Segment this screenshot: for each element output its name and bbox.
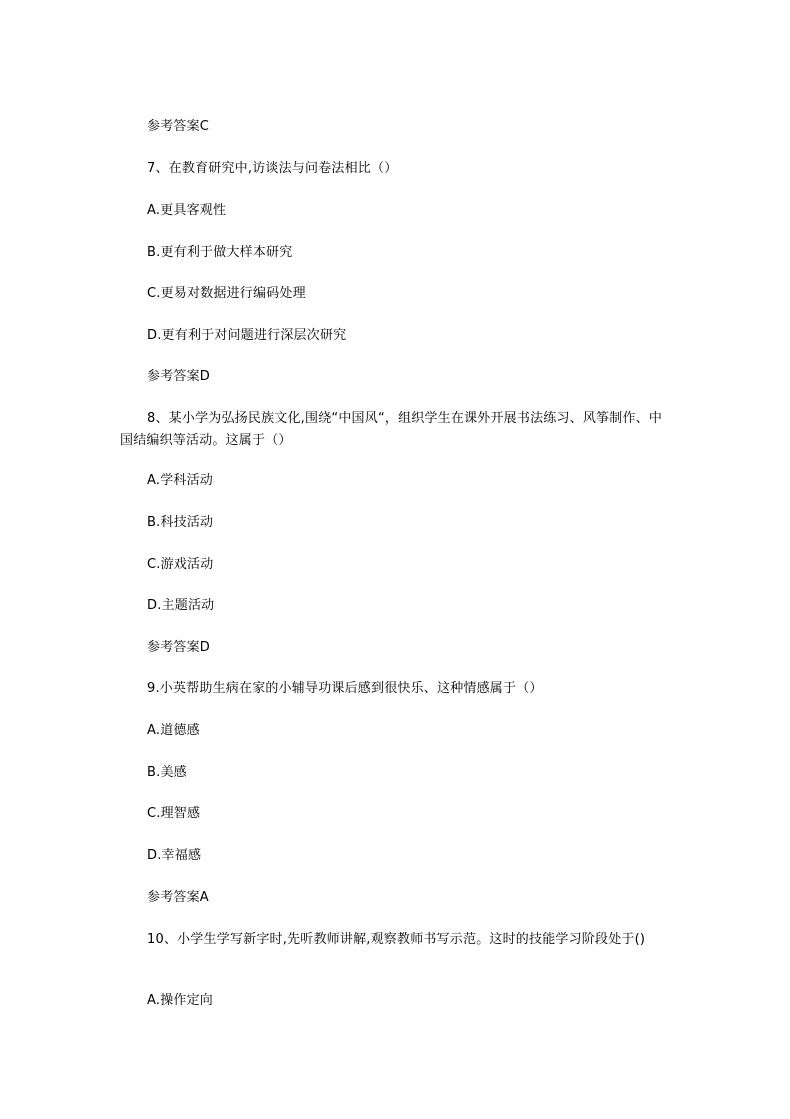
- question-7: 7、在教育研究中,访谈法与问卷法相比（）: [147, 161, 398, 176]
- option-d: D.更有利于对问题进行深层次研究: [147, 328, 347, 343]
- option-a: A.学科活动: [147, 473, 213, 488]
- option-b: B.科技活动: [147, 515, 214, 530]
- option-d: D.幸福感: [147, 848, 202, 863]
- option-b: B.更有利于做大样本研究: [147, 245, 293, 260]
- option-c: C.理智感: [147, 806, 201, 821]
- option-c: C.更易对数据进行编码处理: [147, 286, 306, 301]
- option-a: A.操作定向: [147, 993, 213, 1008]
- option-c: C.游戏活动: [147, 557, 214, 572]
- option-a: A.道德感: [147, 723, 200, 738]
- answer-line: 参考答案A: [147, 890, 209, 905]
- answer-line: 参考答案C: [147, 119, 210, 134]
- answer-line: 参考答案D: [147, 369, 211, 384]
- question-10: 10、小学生学写新字时,先听教师讲解,观察教师书写示范。这时的技能学习阶段处于(): [147, 932, 646, 947]
- question-8: 8、某小学为弘扬民族文化,围绕“中国风“，组织学生在课外开展书法练习、风筝制作、中国结编织等活动。这属于（）: [120, 411, 663, 448]
- answer-line: 参考答案D: [147, 640, 211, 655]
- option-a: A.更具客观性: [147, 203, 227, 218]
- option-b: B.美感: [147, 765, 187, 780]
- option-d: D.主题活动: [147, 598, 215, 613]
- question-9: 9.小英帮助生病在家的小辅导功课后感到很快乐、这种情感属于（）: [147, 681, 543, 696]
